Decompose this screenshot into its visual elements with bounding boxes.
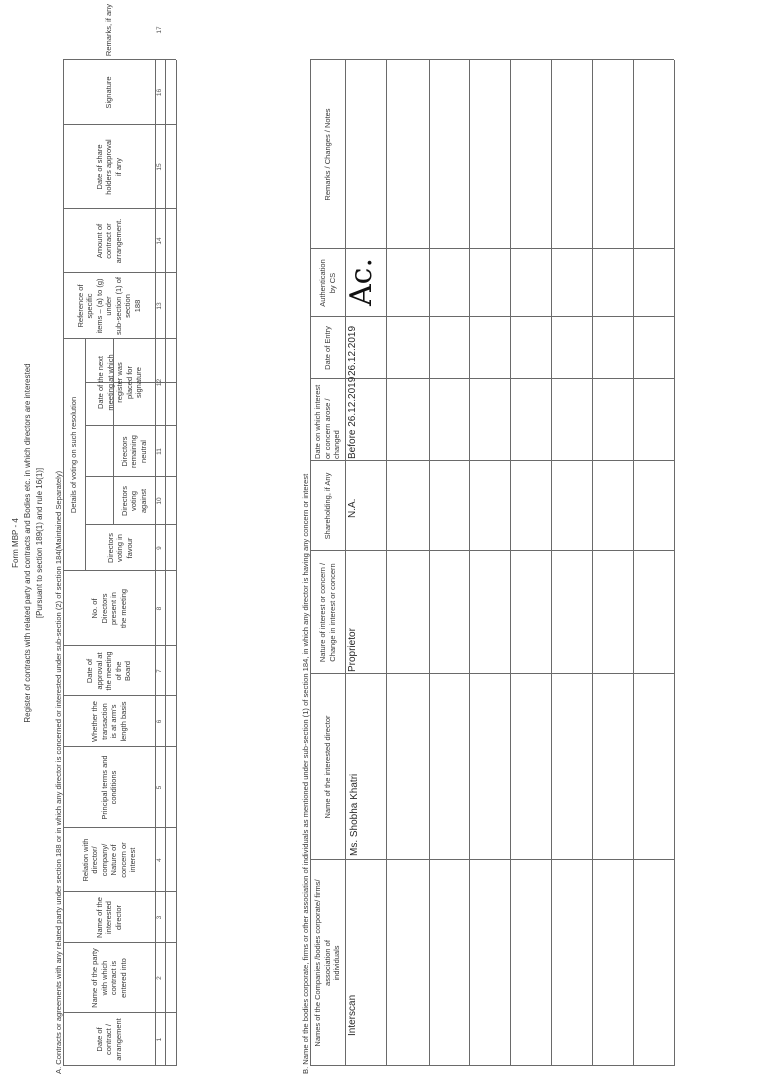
column-number: 10 bbox=[156, 497, 164, 505]
header-reference-items: Reference of specific items – (a) to (g) under sub-section (1) of section 188 bbox=[75, 277, 142, 335]
column-number: 15 bbox=[156, 163, 164, 171]
column-number: 1 bbox=[156, 1037, 164, 1042]
header-remaining-neutral: Directors remaining neutral bbox=[119, 435, 148, 468]
header-relation: Relation with director/ company/ Nature of concern or interest bbox=[80, 838, 137, 882]
column-number: 7 bbox=[156, 669, 164, 673]
cell-company: Interscan bbox=[347, 994, 358, 1036]
column-number: 16 bbox=[156, 88, 164, 97]
header-remarks-notes: Remarks / Changes / Notes bbox=[322, 108, 332, 201]
header-voting-favour: Directors voting in favour bbox=[105, 533, 134, 564]
header-signature: Signature bbox=[104, 76, 114, 109]
column-number: 2 bbox=[156, 976, 164, 980]
cell-date-entry: 26.12.2019 bbox=[347, 325, 358, 376]
header-arms-length: Whether the transaction is at arm's length basis bbox=[90, 701, 128, 742]
column-number: 5 bbox=[156, 785, 164, 790]
column-number: 3 bbox=[156, 915, 164, 920]
header-directors-present: No. of Directors present in the meeting bbox=[90, 588, 128, 629]
header-shareholder-approval: Date of share holders approval if any bbox=[94, 139, 123, 195]
header-date-interest-arose: Date on which interest or concern arose / changed bbox=[313, 384, 342, 459]
header-interested-director: Name of the interested director bbox=[322, 715, 332, 819]
form-subtitle: Register of contracts with related party and contracts and Bodies etc. in which directors are interested bbox=[23, 363, 32, 723]
header-nature-of-interest: Nature of interest or concern / Change in interest or concern bbox=[318, 562, 337, 663]
header-next-meeting: Date of the next meeting at which register was placed for signature bbox=[96, 354, 144, 411]
header-remarks: Remarks, if any bbox=[104, 3, 114, 57]
form-title: Form MBP - 4 bbox=[11, 518, 20, 568]
cell-director: Ms. Shobha Khatri bbox=[349, 773, 360, 856]
header-date-of-entry: Date of Entry bbox=[322, 326, 332, 370]
header-interested-director: Name of the interested director bbox=[94, 897, 123, 938]
header-principal-terms: Principal terms and conditions bbox=[99, 755, 118, 820]
column-number: 8 bbox=[156, 606, 164, 611]
header-date-of-approval: Date of approval at the meeting of the Board bbox=[85, 651, 133, 691]
header-date-of-contract: Date of contract / arrangement bbox=[94, 1018, 123, 1061]
cell-nature: Proprietor bbox=[347, 628, 358, 672]
header-company-names: Names of the Companies /bodies corporate/ firms/ association of individuals bbox=[313, 879, 342, 1047]
header-amount: Amount of contract or arrangement. bbox=[94, 218, 123, 264]
header-party-name: Name of the party with which contract is entered into bbox=[90, 948, 128, 1008]
header-shareholding: Shareholding, if Any bbox=[322, 472, 332, 540]
cell-shareholding: N.A. bbox=[347, 498, 358, 518]
column-number: 17 bbox=[156, 26, 164, 34]
cell-date-interest: Before 26.12.2019 bbox=[347, 376, 358, 459]
column-number: 14 bbox=[156, 237, 164, 245]
column-number: 6 bbox=[156, 719, 164, 724]
header-authentication: Authentication by CS bbox=[318, 259, 337, 307]
column-number: 11 bbox=[156, 448, 164, 455]
column-number: 12 bbox=[156, 378, 164, 387]
section-b-heading: B. Name of the bodies corporate, firms or other association of individuals as mentioned under sub-section (1) of section 184, in which any director is having any concern or interest bbox=[301, 473, 310, 1074]
cs-authentication-signature: Ac. bbox=[344, 257, 379, 306]
form-pursuant: [Pursuant to section 189(1) and rule 16(1)] bbox=[35, 467, 44, 619]
header-voting-against: Directors voting against bbox=[119, 486, 148, 517]
column-number: 13 bbox=[156, 302, 164, 310]
section-a-heading: A. Contracts or agreements with any related party under section 188 or in which any director is concerned or interested under sub-section (2) of section 184(Maintained Separately) bbox=[54, 470, 63, 1074]
header-voting-details: Details of voting on such resolution bbox=[69, 396, 79, 514]
column-number: 4 bbox=[156, 858, 164, 862]
column-number: 9 bbox=[156, 546, 164, 550]
